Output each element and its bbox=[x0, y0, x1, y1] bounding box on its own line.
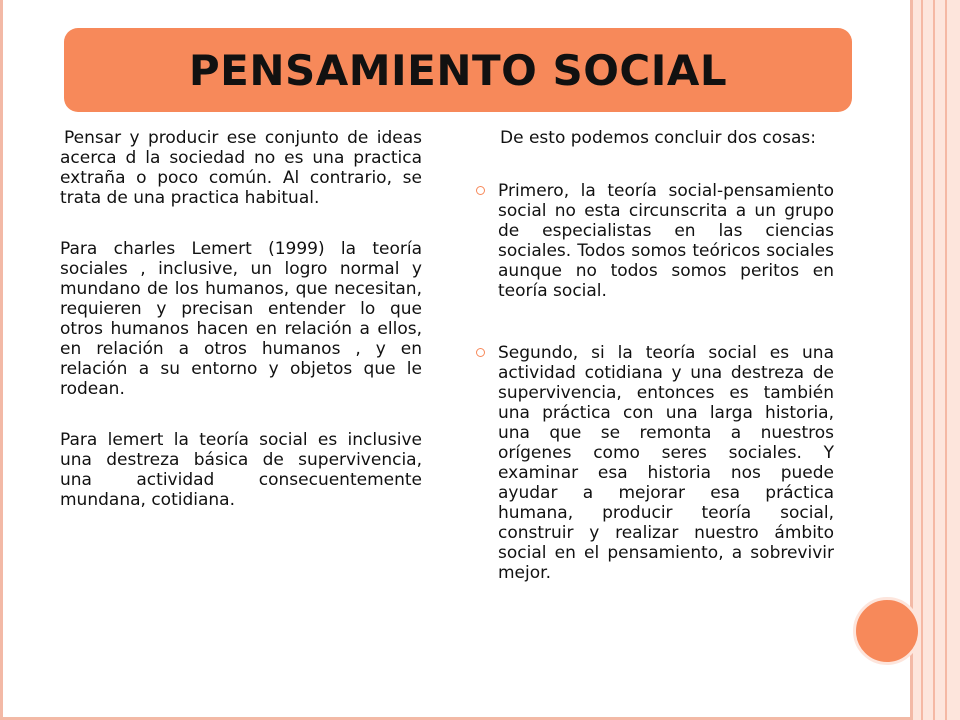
bullet-circle-icon bbox=[476, 348, 485, 357]
right-text-column bbox=[474, 128, 834, 583]
right-intro: De esto podemos concluir dos cosas: bbox=[500, 128, 816, 148]
decorative-side-stripes bbox=[913, 0, 960, 720]
bullet-item-2 bbox=[474, 343, 834, 583]
left-paragraph-1: Pensar y producir ese conjunto de ideas acerca d la sociedad no es una practica extraña o poco común. Al contrario, se trata de una practica habitual. bbox=[60, 128, 422, 208]
title-banner bbox=[64, 28, 852, 112]
bullet-text-1: Primero, la teoría social-pensamiento social no esta circunscrita a un grupo de especialistas en las ciencias sociales. Todos somos teóricos sociales aunque no todos somos peritos en teoría social. bbox=[498, 181, 834, 301]
bullet-text-2: Segundo, si la teoría social es una actividad cotidiana y una destreza de supervivencia, entonces es también una práctica con una larga historia, una que se remonta a nuestros orígenes como seres sociales. Y examinar esa historia nos puede ayudar a mejorar esa práctica humana, producir teoría social, construir y realizar nuestro ámbito social en el pensamiento, a sobrevivir mejor. bbox=[498, 343, 834, 583]
left-paragraph-3: Para lemert la teoría social es inclusive una destreza básica de supervivencia, una actividad consecuentemente mundana, cotidiana. bbox=[60, 430, 422, 510]
slide-title: PENSAMIENTO SOCIAL bbox=[188, 45, 728, 95]
bullet-item-1 bbox=[474, 181, 834, 301]
left-text-column bbox=[60, 128, 422, 510]
decorative-circle bbox=[853, 597, 921, 665]
left-paragraph-2: Para charles Lemert (1999) la teoría sociales , inclusive, un logro normal y mundano de los humanos, que necesitan, requieren y precisan entender lo que otros humanos hacen en relación a ellos, en relación a otros humanos , y en relación a su entorno y objetos que le rodean. bbox=[60, 239, 422, 399]
bullet-circle-icon bbox=[476, 186, 485, 195]
